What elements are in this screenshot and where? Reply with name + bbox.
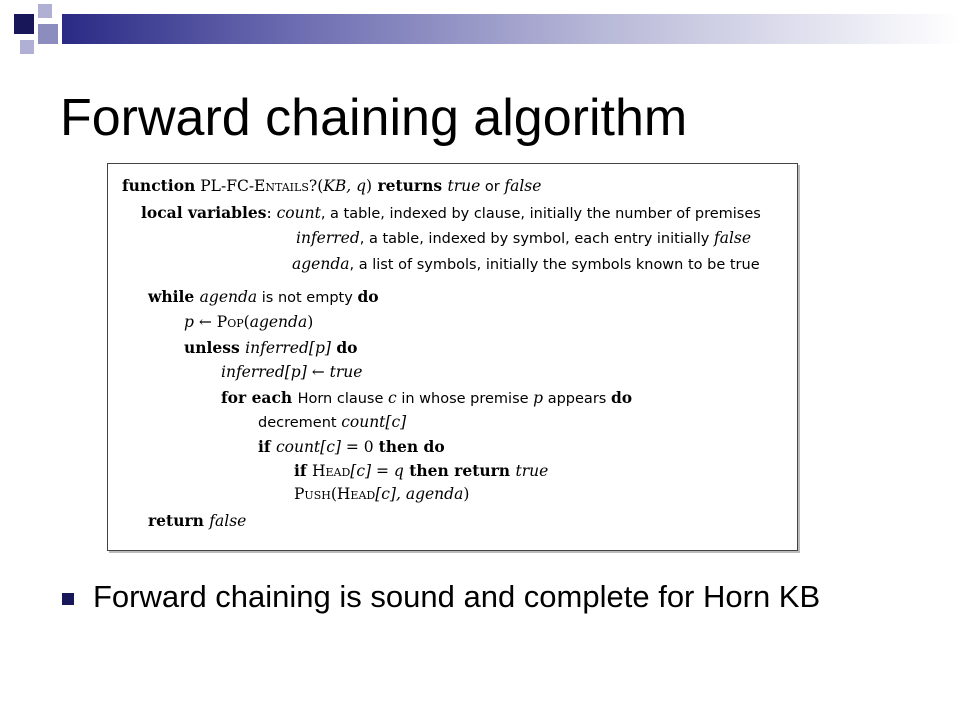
arrow: ←: [193, 313, 217, 331]
algo-line-push: [294, 485, 469, 503]
desc-agenda: , a list of symbols, initially the symbols known to be true: [349, 257, 760, 273]
var-count: count: [276, 204, 321, 222]
desc-count: , a table, indexed by clause, initially the number of premises: [320, 206, 761, 222]
bullet-square-icon: [62, 593, 74, 605]
algo-line-locals-count: [141, 203, 761, 222]
equals: =: [371, 462, 394, 480]
kw-return: return: [148, 511, 210, 530]
kw-do: do: [357, 287, 379, 306]
algo-line-while: [148, 287, 379, 306]
paren-close: ): [366, 177, 373, 195]
var-inferred: inferred: [296, 229, 360, 247]
equals-zero: = 0: [340, 438, 379, 456]
algo-line-for-each: [221, 388, 632, 407]
algo-line-locals-inferred: [296, 229, 751, 247]
text-in-whose-premise: in whose premise: [396, 391, 534, 407]
text-horn-clause: Horn clause: [297, 391, 389, 407]
val-false: false: [209, 512, 247, 530]
kw-returns: returns: [372, 176, 448, 195]
algo-line-decrement: [258, 413, 406, 431]
kw-if: if: [294, 461, 312, 480]
kw-unless: unless: [184, 338, 246, 357]
header-square-small: [20, 40, 34, 54]
word-or: or: [480, 179, 505, 195]
colon: :: [266, 204, 277, 222]
header-square-mid: [38, 24, 58, 44]
algo-line-assign-inferred: [221, 363, 362, 381]
kw-do: do: [330, 338, 358, 357]
bullet-text: Forward chaining is sound and complete for Horn KB: [93, 579, 821, 614]
paren-open: (: [330, 485, 337, 503]
var-p: p: [184, 313, 194, 331]
var-p: p: [533, 389, 544, 407]
arg-c: [c],: [375, 485, 406, 503]
fn-head: Head: [336, 485, 376, 503]
while-condition: is not empty: [257, 290, 358, 306]
kw-then-return: then return: [403, 461, 516, 480]
text-appears: appears: [543, 391, 611, 407]
expr-inferred-p: inferred[p]: [245, 339, 331, 357]
header-square-dark: [14, 14, 34, 34]
function-args: KB, q: [323, 177, 366, 195]
expr-inferred-p: inferred[p]: [221, 363, 307, 381]
var-agenda: agenda: [249, 313, 308, 331]
fn-head: Head: [311, 462, 351, 480]
val-true: true: [515, 462, 549, 480]
kw-while: while: [148, 287, 200, 306]
val-true: true: [329, 363, 363, 381]
paren-close: ): [463, 485, 470, 503]
arg-c: [c]: [350, 462, 372, 480]
val-true: true: [447, 177, 481, 195]
kw-local-variables: local variables: [141, 203, 267, 222]
desc-inferred: , a table, indexed by symbol, each entry initially: [359, 231, 714, 247]
expr-count-c: count[c]: [341, 413, 407, 431]
kw-do: do: [610, 388, 633, 407]
kw-then-do: then do: [378, 437, 445, 456]
var-q: q: [393, 462, 404, 480]
fn-pop: Pop: [216, 313, 244, 331]
paren-open: (: [317, 177, 324, 195]
algo-line-if-head: [294, 461, 548, 480]
var-agenda: agenda: [292, 255, 350, 273]
algo-line-signature: [122, 176, 541, 195]
algo-line-locals-agenda: [292, 255, 760, 273]
val-false: false: [504, 177, 542, 195]
header-gradient-band: [62, 14, 960, 44]
paren-open: (: [243, 313, 250, 331]
kw-function: function: [122, 176, 196, 195]
paren-close: ): [307, 313, 314, 331]
val-false: false: [713, 229, 752, 247]
var-agenda: agenda: [199, 288, 258, 306]
algorithm-box: [107, 163, 798, 551]
text-decrement: decrement: [258, 415, 342, 431]
slide-title: Forward chaining algorithm: [60, 89, 688, 147]
algo-line-if-count: [258, 437, 445, 456]
var-c: c: [388, 389, 397, 407]
kw-if: if: [258, 437, 276, 456]
algo-line-unless: [184, 338, 358, 357]
function-name: PL-FC-Entails?: [200, 177, 318, 195]
algo-line-pop: [184, 313, 313, 331]
kw-for-each: for each: [221, 388, 298, 407]
expr-count-c: count[c]: [275, 438, 341, 456]
arrow: ←: [306, 363, 330, 381]
fn-push: Push: [294, 485, 331, 503]
header-square-light: [38, 4, 52, 18]
algo-line-return: [148, 511, 246, 530]
var-agenda: agenda: [405, 485, 464, 503]
